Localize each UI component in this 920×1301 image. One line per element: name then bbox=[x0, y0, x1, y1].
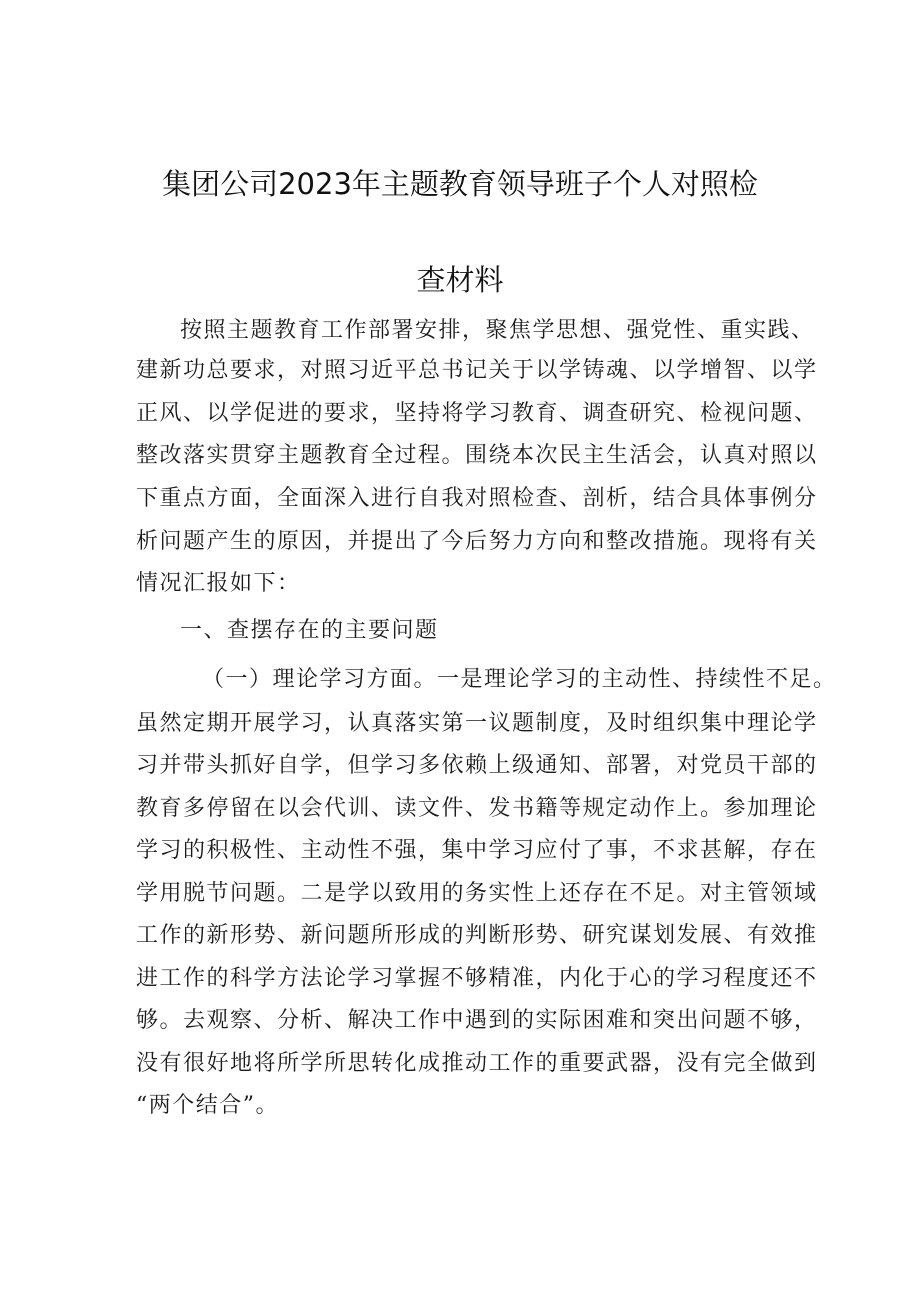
paragraph-1-line-7: 情况汇报如下： bbox=[136, 571, 301, 596]
paragraph-1-line-1: 按照主题教育工作部署安排，聚焦学思想、强党性、重实践、 bbox=[180, 318, 815, 343]
paragraph-1-line-5: 下重点方面，全面深入进行自我对照检查、剖析，结合具体事例分 bbox=[136, 486, 818, 511]
paragraph-2-line-6: 学用脱节问题。二是学以致用的务实性上还存在不足。对主管领域 bbox=[136, 881, 818, 906]
paragraph-2-line-9: 够。去观察、分析、解决工作中遇到的实际困难和突出问题不够， bbox=[136, 1008, 818, 1033]
paragraph-1-line-3: 正风、以学促进的要求，坚持将学习教育、调查研究、检视问题、 bbox=[136, 401, 818, 426]
paragraph-2-line-1: （一）理论学习方面。一是理论学习的主动性、持续性不足。 bbox=[202, 667, 837, 692]
paragraph-2-line-5: 学习的积极性、主动性不强，集中学习应付了事，不求甚解，存在 bbox=[136, 838, 818, 863]
paragraph-2-line-10: 没有很好地将所学所思转化成推动工作的重要武器，没有完全做到 bbox=[136, 1051, 818, 1076]
paragraph-2-line-8: 进工作的科学方法论学习掌握不够精准，内化于心的学习程度还不 bbox=[136, 966, 818, 991]
paragraph-2-line-11: “两个结合”。 bbox=[136, 1093, 279, 1118]
paragraph-1-line-6: 析问题产生的原因，并提出了今后努力方向和整改措施。现将有关 bbox=[136, 529, 818, 554]
document-title-line-1: 集团公司2023年主题教育领导班子个人对照检 bbox=[162, 167, 758, 201]
document-title-line-2: 查材料 bbox=[416, 263, 504, 297]
paragraph-1-line-2: 建新功总要求，对照习近平总书记关于以学铸魂、以学增智、以学 bbox=[136, 358, 818, 383]
paragraph-2-line-4: 教育多停留在以会代训、读文件、发书籍等规定动作上。参加理论 bbox=[136, 796, 818, 821]
section-heading-1: 一、查摆存在的主要问题 bbox=[180, 618, 439, 643]
paragraph-1-line-4: 整改落实贯穿主题教育全过程。围绕本次民主生活会，认真对照以 bbox=[136, 443, 818, 468]
paragraph-2-line-7: 工作的新形势、新问题所形成的判断形势、研究谋划发展、有效推 bbox=[136, 923, 818, 948]
document-body bbox=[136, 0, 837, 1301]
paragraph-2-line-3: 习并带头抓好自学，但学习多依赖上级通知、部署，对党员干部的 bbox=[136, 753, 818, 778]
paragraph-2-line-2: 虽然定期开展学习，认真落实第一议题制度，及时组织集中理论学 bbox=[136, 711, 818, 736]
